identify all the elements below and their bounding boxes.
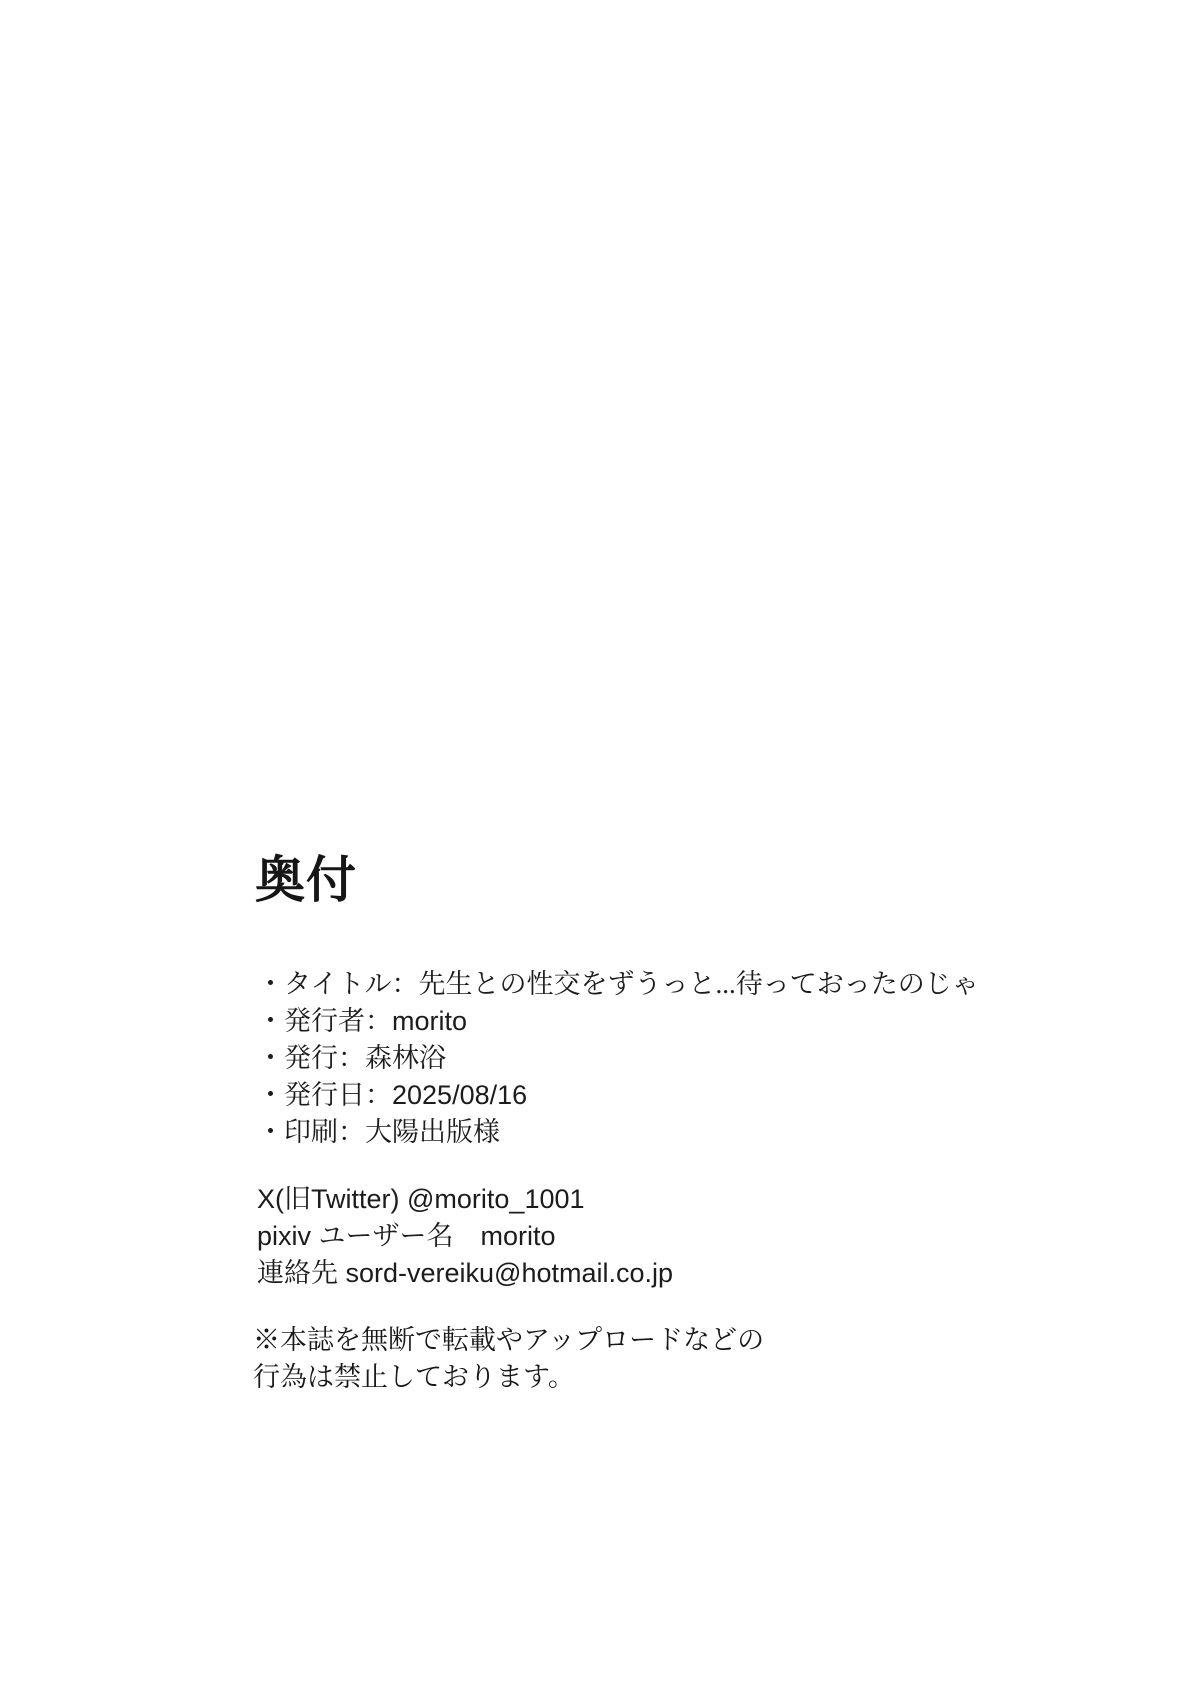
contact-block [257, 1181, 673, 1292]
colophon-item-circle-label: ・発行： [257, 1043, 365, 1073]
colophon-item-date [257, 1077, 979, 1114]
colophon-item-printer-value: 大陽出版様 [365, 1117, 500, 1147]
colophon-item-circle-value: 森林浴 [365, 1043, 446, 1073]
colophon-item-publisher-label: ・発行者： [257, 1006, 392, 1036]
disclaimer-block [253, 1322, 764, 1396]
page-title: 奥付 [255, 852, 357, 908]
colophon-item-circle [257, 1040, 979, 1077]
colophon-item-title-value: 先生との性交をずうっと...待っておったのじゃ [418, 969, 979, 999]
disclaimer-line-1: ※本誌を無断で転載やアップロードなどの [253, 1325, 765, 1355]
colophon-list [257, 966, 979, 1151]
colophon-item-date-value: 2025/08/16 [392, 1080, 528, 1110]
colophon-item-printer-label: ・印刷： [257, 1117, 365, 1147]
contact-email-line: 連絡先 sord-vereiku@hotmail.co.jp [257, 1258, 674, 1288]
colophon-item-title-label: ・タイトル： [257, 969, 419, 999]
colophon-item-printer [257, 1114, 979, 1151]
contact-x-account-line: X(旧Twitter) @morito_1001 [257, 1184, 585, 1214]
disclaimer-line-2: 行為は禁止しております。 [253, 1362, 575, 1392]
contact-pixiv-line: pixiv ユーザー名 morito [257, 1221, 556, 1251]
colophon-item-date-label: ・発行日： [257, 1080, 392, 1110]
colophon-item-publisher-value: morito [392, 1006, 468, 1036]
colophon-item-publisher [257, 1003, 979, 1040]
colophon-item-title [257, 966, 979, 1003]
